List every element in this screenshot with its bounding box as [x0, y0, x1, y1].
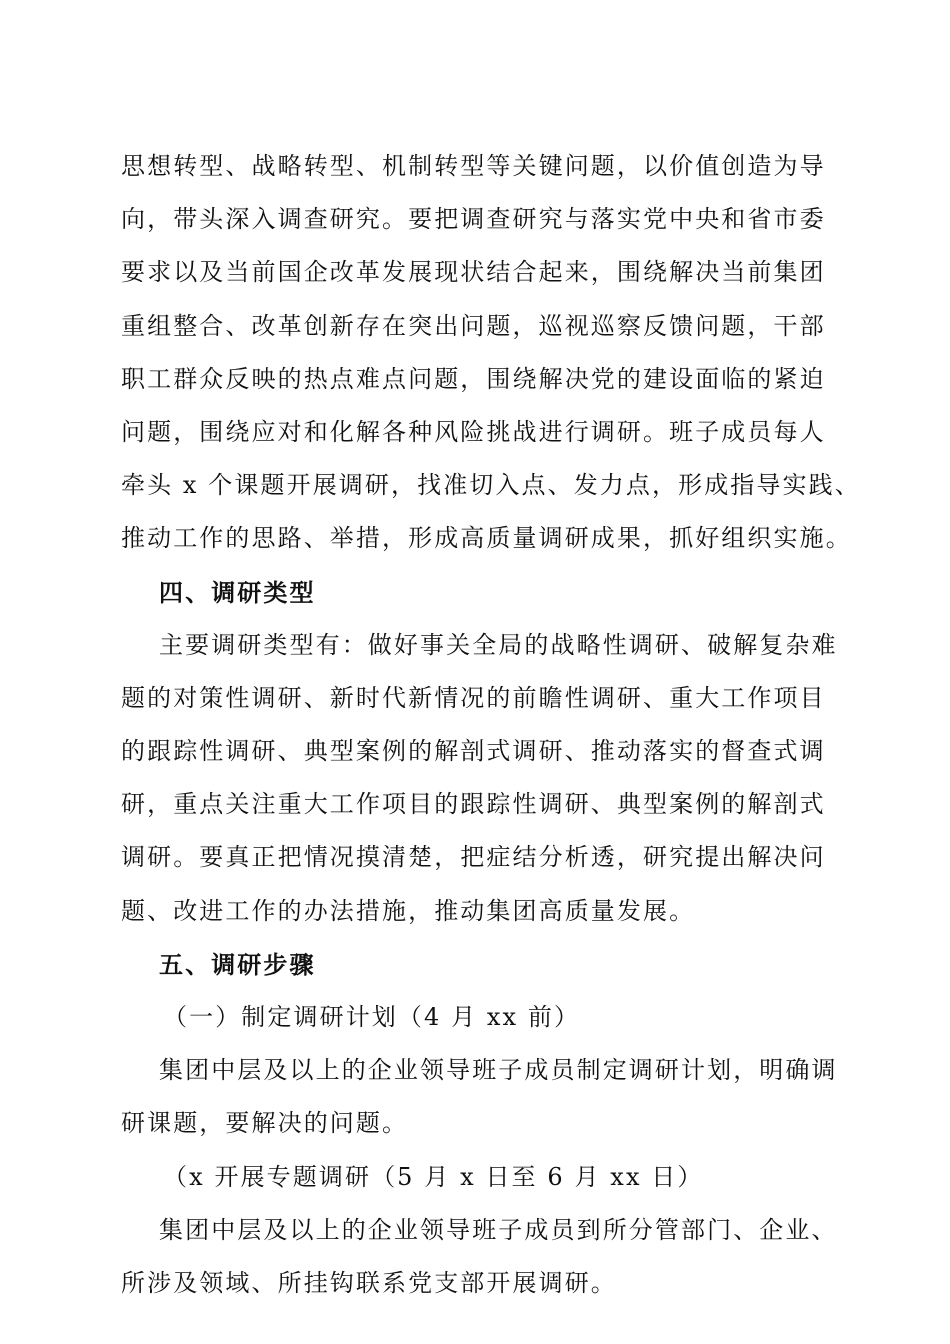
paragraph-line: 主要调研类型有：做好事关全局的战略性调研、破解复杂难 — [159, 630, 838, 659]
paragraph-line: 研课题，要解决的问题。 — [121, 1109, 409, 1138]
paragraph-line: 问题，围绕应对和化解各种风险挑战进行调研。班子成员每人 — [121, 417, 826, 446]
paragraph-line: 所涉及领域、所挂钩联系党支部开展调研。 — [121, 1268, 617, 1297]
paragraph-line: 集团中层及以上的企业领导班子成员制定调研计划，明确调 — [159, 1056, 838, 1085]
paragraph-line: 向，带头深入调查研究。要把调查研究与落实党中央和省市委 — [121, 205, 826, 234]
paragraph-line: 题的对策性调研、新时代新情况的前瞻性调研、重大工作项目 — [121, 683, 826, 712]
paragraph-line: 重组整合、改革创新存在突出问题，巡视巡察反馈问题，干部 — [121, 311, 826, 340]
paragraph-line: 要求以及当前国企改革发展现状结合起来，围绕解决当前集团 — [121, 258, 826, 287]
section-heading-research-types: 四、调研类型 — [159, 577, 316, 607]
paragraph-line: 牵头 x 个课题开展调研，找准切入点、发力点，形成指导实践、 — [121, 471, 861, 500]
document-body — [121, 140, 861, 1310]
subsection-heading-plan: （一）制定调研计划（4 月 xx 前） — [163, 1003, 581, 1031]
section-heading-research-steps: 五、调研步骤 — [159, 949, 316, 979]
subsection-heading-special-research: （x 开展专题调研（5 月 x 日至 6 月 xx 日） — [163, 1162, 704, 1191]
paragraph-line: 研，重点关注重大工作项目的跟踪性调研、典型案例的解剖式 — [121, 790, 826, 819]
paragraph-line: 题、改进工作的办法措施，推动集团高质量发展。 — [121, 896, 696, 925]
paragraph-line: 的跟踪性调研、典型案例的解剖式调研、推动落实的督查式调 — [121, 737, 826, 766]
paragraph-line: 调研。要真正把情况摸清楚，把症结分析透，研究提出解决问 — [121, 843, 826, 872]
paragraph-line: 推动工作的思路、举措，形成高质量调研成果，抓好组织实施。 — [121, 524, 852, 553]
paragraph-line: 集团中层及以上的企业领导班子成员到所分管部门、企业、 — [159, 1215, 838, 1244]
paragraph-line: 思想转型、战略转型、机制转型等关键问题，以价值创造为导 — [121, 152, 826, 180]
paragraph-line: 职工群众反映的热点难点问题，围绕解决党的建设面临的紧迫 — [121, 364, 826, 393]
